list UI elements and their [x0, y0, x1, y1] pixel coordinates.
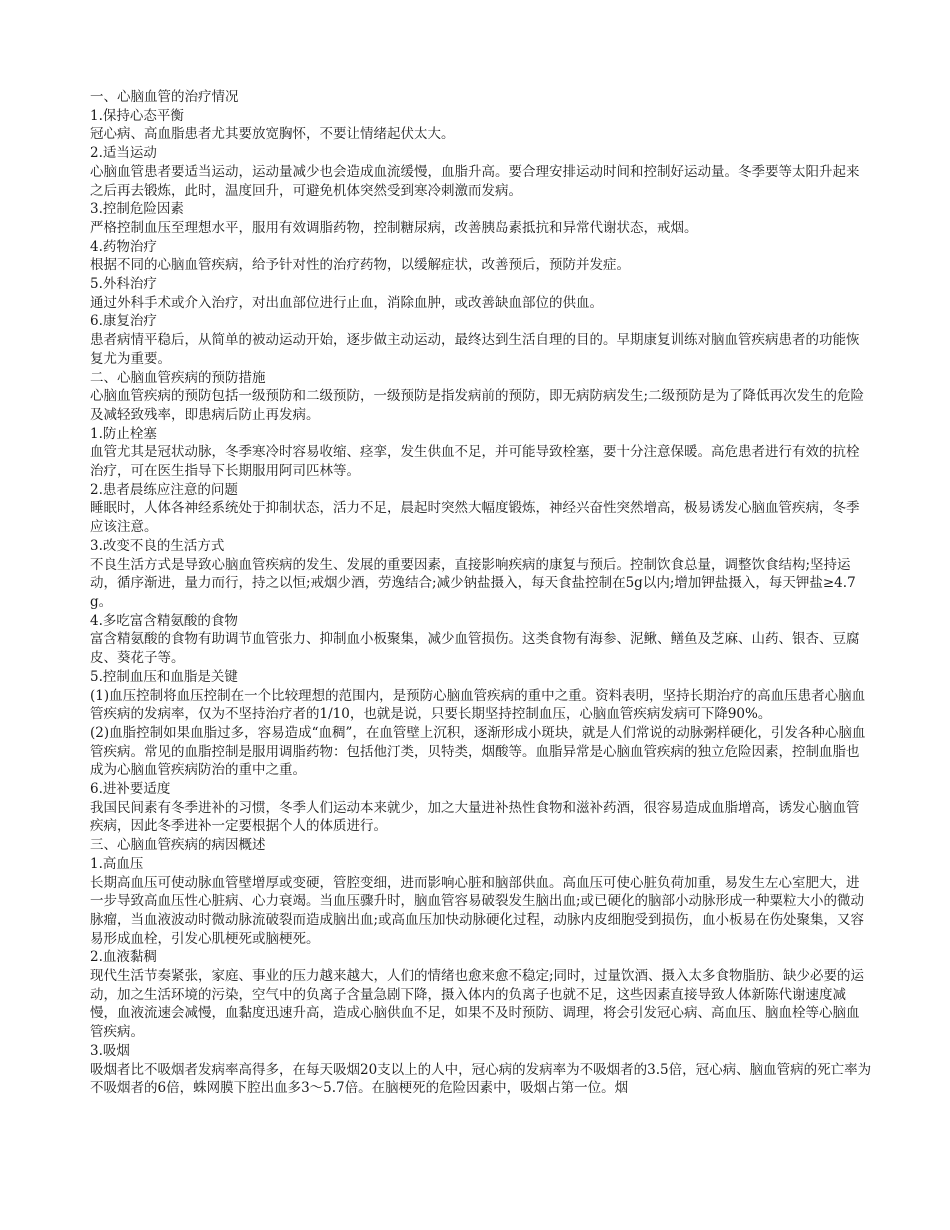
subheading-drug-therapy: 4.药物治疗	[90, 238, 157, 255]
subheading-risk-control: 3.控制危险因素	[90, 201, 184, 218]
paragraph: 通过外科手术或介入治疗，对出血部位进行止血，消除血肿，或改善缺血部位的供血。	[90, 294, 603, 311]
subheading-embolism: 1.防止栓塞	[90, 425, 157, 442]
paragraph: (2)血脂控制如果血脂过多，容易造成“血稠”，在血管壁上沉积，逐渐形成小斑块，就是人们常说的动脉粥样硬化，引发各种心脑血管疾病。常见的血脂控制是服用调脂药物：包括他汀类，贝特类，烟酸等。血脂异常是心脑血管疾病的独立危险因素，控制血脂也成为心脑血管疾病防治的重中之重。	[90, 724, 866, 779]
section-heading-prevention: 二、心脑血管疾病的预防措施	[90, 369, 266, 386]
subheading-bp-lipids: 5.控制血压和血脂是关键	[90, 668, 238, 685]
paragraph: 血管尤其是冠状动脉，冬季寒冷时容易收缩、痉挛，发生供血不足，并可能导致栓塞，要十分注意保暖。高危患者进行有效的抗栓治疗，可在医生指导下长期服用阿司匹林等。	[90, 444, 860, 480]
paragraph: 患者病情平稳后，从简单的被动运动开始，逐步做主动运动，最终达到生活自理的目的。早期康复训练对脑血管疾病患者的功能恢复尤为重要。	[90, 332, 860, 367]
paragraph: 心脑血管疾病的预防包括一级预防和二级预防，一级预防是指发病前的预防，即无病防病发生;二级预防是为了降低再次发生的危险及减轻致残率，即患病后防止再发病。	[90, 388, 865, 423]
subheading-supplements: 6.进补要适度	[90, 781, 171, 798]
subheading-rehab: 6.康复治疗	[90, 313, 157, 330]
paragraph: 严格控制血压至理想水平，服用有效调脂药物，控制糖尿病，改善胰岛素抵抗和异常代谢状态，戒烟。	[90, 219, 698, 236]
paragraph: 冠心病、高血脂患者尤其要放宽胸怀，不要让情绪起伏太大。	[90, 126, 455, 143]
document-page	[90, 88, 872, 1098]
section-heading-causes: 三、心脑血管疾病的病因概述	[90, 837, 266, 854]
paragraph: 长期高血压可使动脉血管壁增厚或变硬，管腔变细，进而影响心脏和脑部供血。高血压可使心脏负荷加重，易发生左心室肥大，进一步导致高血压性心脏病、心力衰竭。当血压骤升时，脑血管容易破裂发生脑出血;或已硬化的脑部小动脉形成一种粟粒大小的微动脉瘤，当血液波动时微动脉流破裂而造成脑出血;或高血压加快动脉硬化过程，动脉内皮细胞受到损伤，血小板易在伤处聚集，又容易形成血栓，引发心肌梗死或脑梗死。	[90, 874, 865, 947]
paragraph: 睡眠时，人体各神经系统处于抑制状态，活力不足，晨起时突然大幅度锻炼，神经兴奋性突然增高，极易诱发心脑血管疾病，冬季应该注意。	[90, 500, 860, 536]
paragraph: 不良生活方式是导致心脑血管疾病的发生、发展的重要因素，直接影响疾病的康复与预后。控制饮食总量，调整饮食结构;坚持运动，循序渐进，量力而行，持之以恒;戒烟少酒，劳逸结合;减少钠盐摄入，每天食盐控制在5g以内;增加钾盐摄入，每天钾盐≥4.7g。	[90, 556, 856, 610]
subheading-smoking: 3.吸烟	[90, 1042, 130, 1059]
paragraph: 心脑血管患者要适当运动，运动量减少也会造成血流缓慢，血脂升高。要合理安排运动时间和控制好运动量。冬季要等太阳升起来之后再去锻炼，此时，温度回升，可避免机体突然受到寒冷刺激而发病。	[90, 163, 860, 199]
subheading-arginine: 4.多吃富含精氨酸的食物	[90, 612, 238, 629]
subheading-mental-balance: 1.保持心态平衡	[90, 107, 184, 124]
subheading-hypertension: 1.高血压	[90, 855, 144, 872]
subheading-exercise: 2.适当运动	[90, 145, 157, 162]
paragraph: 现代生活节奏紧张，家庭、事业的压力越来越大，人们的情绪也愈来愈不稳定;同时，过量饮酒、摄入太多食物脂肪、缺少必要的运动，加之生活环境的污染，空气中的负离子含量急剧下降，摄入体内的负离子也就不足，这些因素直接导致人体新陈代谢速度减慢，血液流速会减慢，血黏度迅速升高，造成心脑供血不足，如果不及时预防、调理，将会引发冠心病、高血压、脑血栓等心脑血管疾病。	[90, 968, 865, 1041]
subheading-surgery: 5.外科治疗	[90, 276, 157, 293]
subheading-blood-viscosity: 2.血液黏稠	[90, 949, 157, 966]
paragraph: 我国民间素有冬季进补的习惯，冬季人们运动本来就少，加之大量进补热性食物和滋补药酒，很容易造成血脂增高，诱发心脑血管疾病，因此冬季进补一定要根据个人的体质进行。	[90, 799, 860, 835]
paragraph: (1)血压控制将血压控制在一个比较理想的范围内，是预防心脑血管疾病的重中之重。资料表明，坚持长期治疗的高血压患者心脑血管疾病的发病率，仅为不坚持治疗者的1/10，也就是说，只要长期坚持控制血压，心脑血管疾病发病可下降90%。	[90, 687, 866, 723]
subheading-lifestyle: 3.改变不良的生活方式	[90, 537, 225, 554]
section-heading-treatment: 一、心脑血管的治疗情况	[90, 89, 239, 105]
paragraph: 根据不同的心脑血管疾病，给予针对性的治疗药物，以缓解症状，改善预后，预防并发症。	[90, 257, 630, 274]
subheading-morning-exercise: 2.患者晨练应注意的问题	[90, 481, 238, 498]
paragraph: 富含精氨酸的食物有助调节血管张力、抑制血小板聚集，减少血管损伤。这类食物有海参、泥鳅、鳝鱼及芝麻、山药、银杏、豆腐皮、葵花子等。	[90, 631, 860, 667]
paragraph: 吸烟者比不吸烟者发病率高得多，在每天吸烟20支以上的人中，冠心病的发病率为不吸烟者的3.5倍，冠心病、脑血管病的死亡率为不吸烟者的6倍，蛛网膜下腔出血多3～5.7倍。在脑梗死的危险因素中，吸烟占第一位。烟	[90, 1061, 872, 1097]
